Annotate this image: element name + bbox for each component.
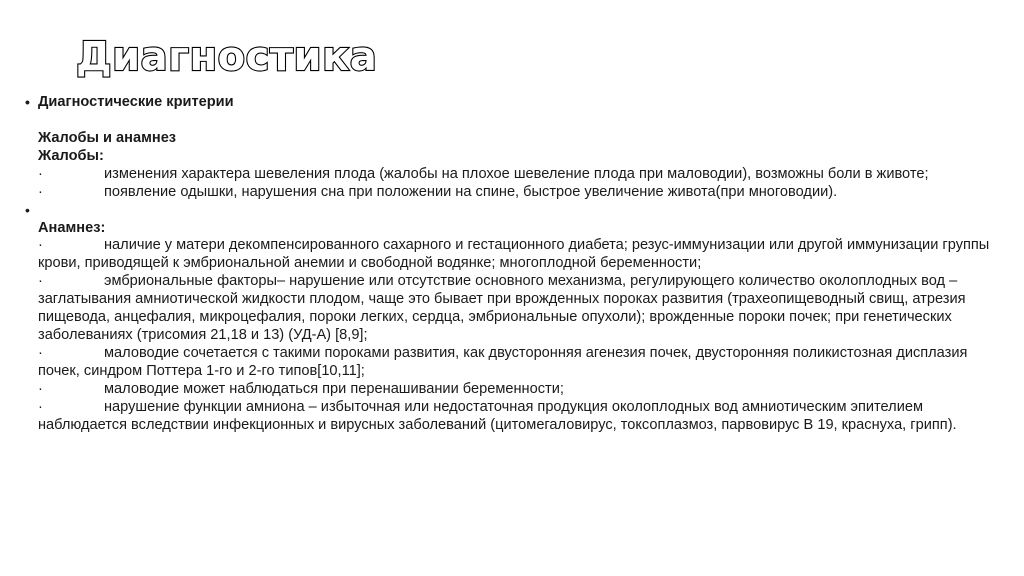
slide-content: [38, 94, 998, 434]
anamnesis-heading: Анамнез:: [38, 219, 106, 236]
criteria-heading: • Диагностические критерии: [38, 94, 998, 112]
list-marker: ·: [38, 398, 43, 415]
anamnesis-item: [38, 237, 998, 273]
list-marker: ·: [38, 273, 43, 290]
list-marker: ·: [38, 165, 43, 182]
anamnesis-item-text: маловодие может наблюдаться при перенашивании беременности;: [104, 380, 564, 397]
anamnesis-item: [38, 381, 998, 399]
complaint-item: [38, 166, 998, 184]
list-marker: ·: [38, 380, 43, 397]
complaint-item: [38, 184, 998, 202]
list-marker: ·: [38, 344, 43, 361]
anamnesis-item: [38, 345, 998, 381]
empty-bullet: [38, 202, 998, 220]
anamnesis-item-text: эмбриональные факторы– нарушение или отсутствие основного механизма, регулирующего количество околоплодных вод – заглатывания амниотической жидкости плодом, чаще это бывает при врожденных пороках развития (трахеопищеводный свищ, атрезия пищевода, анцефалия, микроцефалия, пороки легких, сердца, эмбриональные опухоли); врожденные пороки почек; при генетических заболеваниях (трисомия 21,18 и 13) (УД-А) [8,9];: [38, 273, 966, 343]
anamnesis-item-text: наличие у матери декомпенсированного сахарного и гестационного диабета; резус-иммунизации или другой иммунизации группы крови, приводящей к эмбриональной анемии и свободной водянке; многоплодной беременности;: [38, 237, 990, 272]
anamnesis-item: [38, 399, 998, 435]
list-marker: ·: [38, 183, 43, 200]
list-marker: ·: [38, 237, 43, 254]
slide-title: Диагностика: [76, 34, 378, 80]
complaints-anamnesis-heading: Жалобы и анамнез: [38, 129, 177, 146]
complaint-item-text: появление одышки, нарушения сна при положении на спине, быстрое увеличение живота(при многоводии).: [104, 183, 838, 200]
complaints-heading: Жалобы:: [38, 147, 104, 164]
anamnesis-item: [38, 273, 998, 345]
complaint-item-text: изменения характера шевеления плода (жалобы на плохое шевеление плода при маловодии), возможны боли в животе;: [104, 165, 929, 182]
anamnesis-item-text: нарушение функции амниона – избыточная или недостаточная продукция околоплодных вод амниотическим эпителием наблюдается вследствии инфекционных и вирусных заболеваний (цитомегаловирус, токсоплазмоз, парвовирус В 19, краснуха, грипп).: [38, 398, 957, 433]
spacer: [38, 112, 998, 130]
anamnesis-item-text: маловодие сочетается с такими пороками развития, как двусторонняя агенезия почек, двусторонняя поликистозная дисплазия почек, синдром Поттера 1-го и 2-го типов[10,11];: [38, 344, 968, 379]
